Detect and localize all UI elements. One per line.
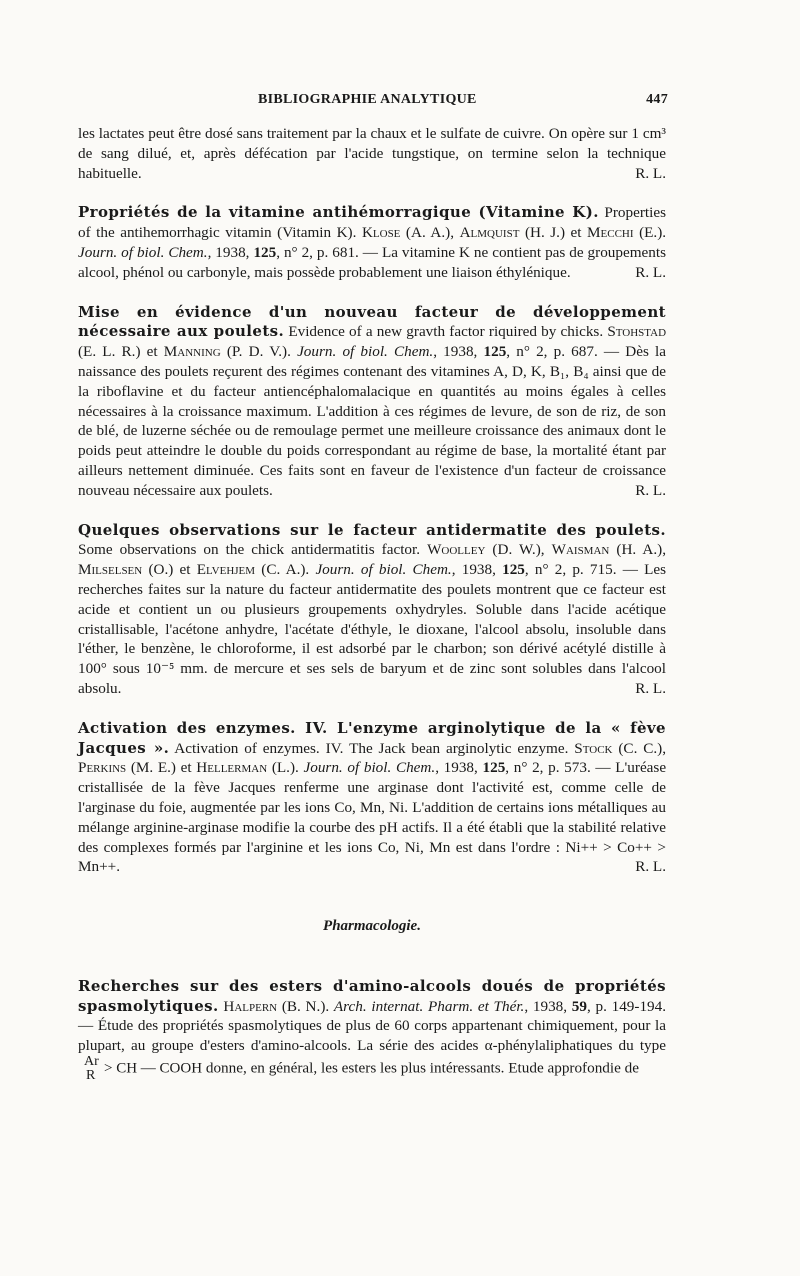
author-initials: (B. N.).	[281, 997, 330, 1015]
author-name: Stohstad	[607, 323, 667, 341]
abstract-title: Quelques observations sur le facteur antidermatite des poulets.	[78, 520, 666, 539]
author-initials: (P. D. V.).	[226, 343, 291, 361]
intro-paragraph	[78, 124, 666, 183]
author-initials: (E.).	[639, 224, 667, 242]
abstract-summary: Les recherches faites sur la nature du facteur antidermatite des poulets montrent que ce facteur est acide et contient un ou plusieurs groupements oxhydryles. Soluble dans l'acide acétique cristallisable, l'acétone anhydre, l'acétate d'éthyle, le dioxane, l'alcool absolu, insoluble dans l'éther, le benzène, le chloroforme, il est adsorbé par le charbon; son dérivé acétylé distille à 100° sous 10⁻⁵ mm. de mercure et ses sels de baryum et de zinc sont solubles dans l'alcool absolu.	[78, 561, 667, 697]
author-name: Manning	[163, 343, 221, 361]
author-name: Mecchi	[587, 224, 634, 242]
formula-rest: > CH — COOH	[104, 1060, 203, 1077]
journal-ref: , n° 2, p. 681. —	[276, 243, 378, 261]
abstract-enzymes	[78, 719, 666, 877]
page-number: 447	[646, 92, 668, 107]
author-name: Waisman	[551, 541, 610, 559]
journal-volume: 59	[571, 997, 587, 1015]
author-name: Almquist	[459, 224, 520, 242]
journal-year: , 1938,	[524, 997, 568, 1015]
section-heading: Pharmacologie.	[323, 918, 421, 935]
abstract-title: Activation des enzymes. IV. L'enzyme arginolytique de la « fève Jacques ».	[78, 718, 666, 757]
author-initials: (E. L. R.) et	[78, 343, 158, 361]
journal-year: , 1938,	[433, 343, 478, 361]
abstract-signature: R. L.	[635, 679, 666, 697]
author-initials: (A. A.),	[405, 224, 455, 242]
author-name: Milselsen	[78, 561, 143, 579]
journal-name: Arch. internat. Pharm. et Thér.	[333, 997, 525, 1015]
author-name: Hellerman	[196, 759, 268, 777]
author-initials: (C. C.),	[618, 739, 667, 757]
abstract-signature: R. L.	[635, 263, 666, 281]
author-initials: (L.).	[271, 759, 299, 777]
intro-signature: R. L.	[635, 164, 666, 182]
journal-volume: 125	[483, 343, 507, 361]
journal-ref: , p. 149-194. —	[78, 997, 667, 1035]
journal-year: , 1938,	[207, 243, 250, 261]
author-name: Perkins	[78, 759, 127, 777]
author-name: Halpern	[223, 997, 278, 1015]
abstract-title: Propriétés de la vitamine antihémorragique (Vitamine K).	[78, 203, 599, 222]
abstract-signature: R. L.	[635, 858, 666, 876]
author-name: Woolley	[427, 541, 486, 559]
author-initials: (O.) et	[148, 561, 191, 579]
journal-volume: 125	[253, 243, 277, 261]
abstract-title: Recherches sur des esters d'amino-alcools doués de propriétés spasmolytiques.	[78, 976, 666, 1015]
journal-ref: , n° 2, p. 687. —	[506, 343, 620, 361]
author-initials: (D. W.),	[492, 541, 545, 559]
abstract-english-title: Evidence of a new gravth factor riquired by chicks.	[288, 323, 604, 341]
author-initials: (H. J.) et	[524, 224, 582, 242]
journal-ref: , n° 2, p. 715. —	[524, 561, 638, 579]
abstract-signature: R. L.	[635, 481, 666, 499]
journal-volume: 125	[482, 759, 506, 777]
journal-ref: , n° 2, p. 573. —	[505, 759, 611, 777]
author-initials: (C. A.).	[261, 561, 310, 579]
journal-name: Journ. of biol. Chem.	[297, 343, 434, 361]
journal-volume: 125	[502, 561, 525, 579]
journal-name: Journ. of biol. Chem.	[78, 243, 208, 261]
journal-year: , 1938,	[451, 561, 496, 579]
author-initials: (M. E.) et	[130, 759, 192, 777]
journal-name: Journ. of biol. Chem.	[315, 561, 452, 579]
formula-bottom: R	[86, 1068, 96, 1084]
running-title: BIBLIOGRAPHIE ANALYTIQUE	[258, 92, 477, 107]
journal-name: Journ. of biol. Chem.	[303, 759, 436, 777]
abstract-growth-factor	[78, 303, 666, 501]
author-initials: (H. A.),	[616, 541, 667, 559]
abstract-amino-alcools	[78, 977, 666, 1082]
journal-year: , 1938,	[435, 759, 478, 777]
abstract-vitamin-k	[78, 203, 666, 282]
abstract-antidermatitis	[78, 521, 666, 699]
chemical-formula	[80, 1056, 102, 1082]
abstract-summary: Étude des propriétés spasmolytiques de plus de 60 corps appartenant chimiquement, pour la plupart, au groupe d'esters d'amino-alcools. La série des acides α-phénylaliphatiques du type	[78, 1017, 667, 1055]
formula-top: Ar	[84, 1054, 99, 1070]
abstract-summary-end: donne, en général, les esters les plus intéressants. Etude approfondie de	[205, 1059, 639, 1077]
abstract-summary: Dès la naissance des poulets reçurent des régimes contenant des vitamines A, D, K, B₁, B₄ ainsi que de la riboflavine et du facteur antiencéphalomalacique en quantités au moins égales à celles nécessaires à la croissance maximum. L'addition à ces régimes de levure, de son de riz, de son de blé, de luzerne séchée ou de remoulage permet une meilleure croissance des animaux dont le poids peut atteindre le double du poids correspondant au régime de base, la mortalité étant par ailleurs nettement diminuée. Ces faits sont en faveur de l'existence d'un facteur de croissance nouveau nécessaire aux poulets.	[78, 343, 666, 499]
author-name: Klose	[361, 224, 401, 242]
document-body	[78, 124, 666, 1082]
abstract-english-title: Activation of enzymes. IV. The Jack bean arginolytic enzyme.	[174, 739, 569, 757]
abstract-summary: L'uréase cristallisée de la fève Jacques renferme une arginase dont l'activité est, comme celle de l'arginase du foie, augmentée par les ions Co, Mn, Ni. L'addition de certains ions métalliques au mélange arginine-arginase modifie la courbe des pH actifs. Il a été établi que la stabilité relative des complexes formés par l'arginine et les ions Co, Ni, Mn est dans l'ordre : Ni++ > Co++ > Mn++.	[78, 759, 667, 876]
intro-text: les lactates peut être dosé sans traitement par la chaux et le sulfate de cuivre. On opère sur 1 cm³ de sang dilué, et, après défécation par l'acide tungstique, on termine selon la technique habituelle.	[78, 125, 666, 182]
author-name: Stock	[574, 739, 613, 757]
abstract-english-title: Some observations on the chick antidermatitis factor.	[78, 541, 421, 559]
page-header	[78, 90, 668, 114]
abstract-title: Mise en évidence d'un nouveau facteur de développement nécessaire aux poulets.	[78, 302, 666, 341]
author-name: Elvehjem	[196, 561, 256, 579]
abstract-english-title: Properties of the antihemorrhagic vitamin (Vitamin K).	[78, 204, 667, 242]
abstract-summary: La vitamine K ne contient pas de groupements alcool, phénol ou carbonyle, mais possède probablement une liaison éthylénique.	[78, 243, 667, 281]
